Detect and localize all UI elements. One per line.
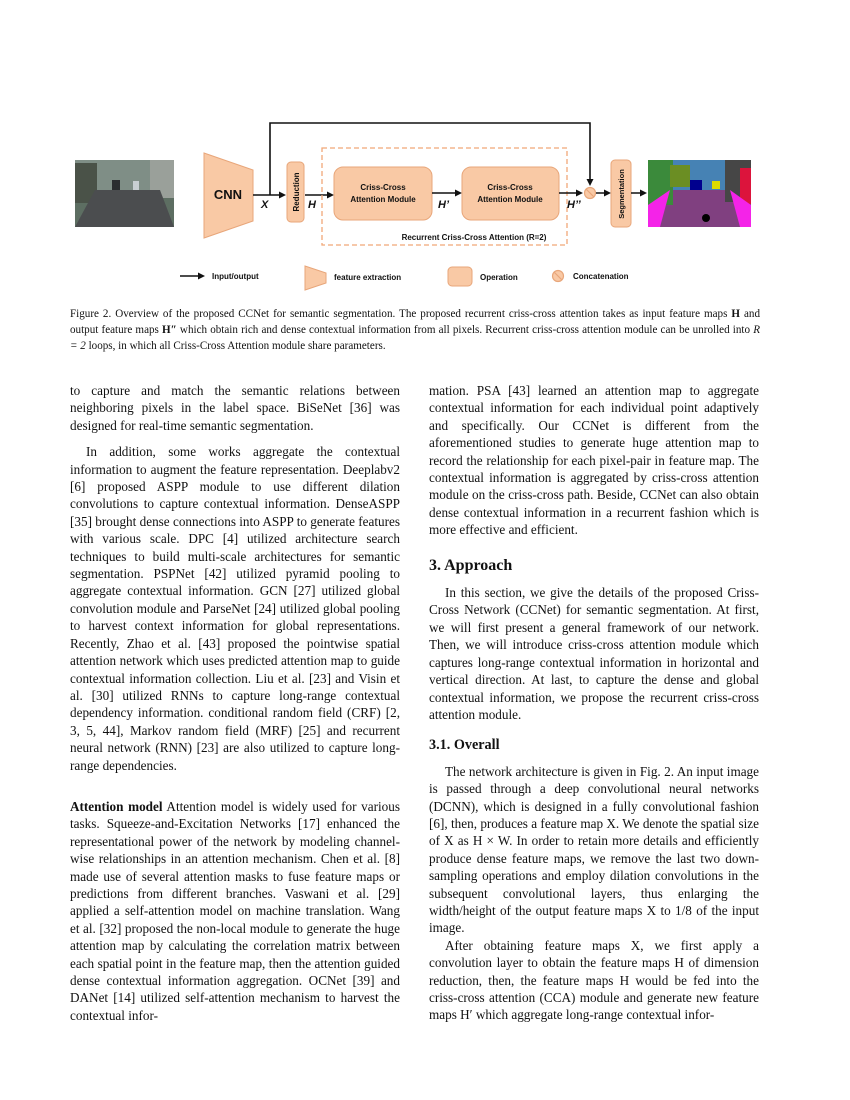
legend <box>180 266 629 290</box>
left-paragraph-2: In addition, some works aggregate the contextual information to augment the feature representation. Deeplabv2 [6] proposed ASPP module to use different dilation convolutions to capture contextual information. DenseASPP [35] brought dense connections into ASPP to generate features with various scale. DPC [4] utilized architecture search techniques to build multi-scale architectures for semantic segmentation. PSPNet [42] utilized pyramid pooling to aggregate contextual information. GCN [27] utilized global convolution module and ParseNet [24] utilized global pooling to harvest context information for global representations. Recently, Zhao et al. [43] proposed the pointwise spatial attention network which uses predicted attention map to guide contextual information collection. Liu et al. [23] and Visin et al. [30] utilized RNNs to capture long-range contextual dependency information. conditional random field (CRF) [2, 3, 5, 44], Markov random field (MRF) [25] and recurrent neural network (RNN) [23] are also utilized to capture long-range dependencies. <box>70 444 400 773</box>
figure-caption <box>70 306 760 354</box>
right-paragraph-3: The network architecture is given in Fig. 2. An input image is passed through a deep convolutional neural networks (DCNN), which is designed in a fully convolutional fashion [6], then, produces a feature map X. We denote the spatial size of X as H × W. In order to retain more details and efficiently produce dense feature maps, we remove the last two down-sampling operations and employ dilation convolutions in the subsequent convolutional layers, thus enlarging the width/height of the output feature maps X to 1/8 of the input image. <box>429 763 759 936</box>
legend-io: Input/output <box>212 272 259 281</box>
cnn-label: CNN <box>213 187 243 202</box>
attention-model-heading: Attention model <box>70 798 163 814</box>
caption-h: H <box>731 308 741 320</box>
recurrent-label: Recurrent Criss-Cross Attention (R=2) <box>401 233 547 242</box>
x-label: X <box>261 199 269 211</box>
concatenation-icon <box>585 188 596 199</box>
cca-module-2 <box>462 167 559 220</box>
legend-operation: Operation <box>480 273 518 282</box>
legend-feature: feature extraction <box>334 273 402 282</box>
caption-text-2: and output feature maps <box>70 308 760 336</box>
cca1-line1: Criss-Cross <box>360 183 406 192</box>
section-title-approach: 3. Approach <box>429 556 513 574</box>
h-prime-label: H’ <box>438 199 449 211</box>
cca2-line2: Attention Module <box>477 195 543 204</box>
attention-model-text: Attention model is widely used for various tasks. Squeeze-and-Excitation Networks [17] enhanced the representational power of the network by modeling channel-wise relationships in an attention mechanism. Chen et al. [8] made use of several attention masks to fuse feature maps or predictions from different branches. Vaswani et al. [29] applied a self-attention model on machine translation. Wang et al. [32] proposed the non-local module to generate the huge attention map by calculating the correlation matrix between each spatial point in the feature map, then the attention guided dense contextual information aggregation. OCNet [39] and DANet [14] utilized self-attention mechanism to harvest the contextual infor- <box>70 798 400 1023</box>
caption-text-4: loops, in which all Criss-Cross Attention module share parameters. <box>85 340 386 352</box>
caption-text-3: which obtain rich and dense contextual information from all pixels. Recurrent criss-cross attention module can be unrolled into <box>176 324 754 336</box>
cca1-line2: Attention Module <box>350 195 416 204</box>
caption-text-1: Figure 2. Overview of the proposed CCNet for semantic segmentation. The proposed recurrent criss-cross attention takes as input feature maps <box>70 308 732 320</box>
segmentation-label: Segmentation <box>617 169 626 219</box>
subsection-title-overall: 3.1. Overall <box>429 737 500 754</box>
figure-2-diagram <box>0 0 850 300</box>
left-paragraph-1: to capture and match the semantic relations between neighboring pixels in the label space. BiSeNet [36] was designed for real-time semantic segmentation. <box>70 383 400 433</box>
right-paragraph-1: mation. PSA [43] learned an attention map to aggregate contextual information for each individual point adaptively and specifically. Our CCNet is different from the aforementioned studies to generate huge attention map to record the relationship for each pixel-pair in feature map. The contextual information is aggregated by criss-cross attention module on the criss-cross path. Beside, CCNet can also obtain dense contextual information in a recurrent fashion which is more effective and efficient. <box>429 383 759 538</box>
h-double-prime-label: H’’ <box>567 199 581 211</box>
right-paragraph-4: After obtaining feature maps X, we first apply a convolution layer to obtain the feature maps H of dimension reduction, then, the feature maps H would be fed into the criss-cross attention (CCA) module and generate new feature maps H′ which aggregate long-range contextual infor- <box>429 937 759 1023</box>
h-label: H <box>308 199 316 211</box>
right-paragraph-2: In this section, we give the details of the proposed Criss-Cross Network (CCNet) for semantic segmentation. At first, we will first present a general framework of our network. Then, we will introduce criss-cross attention module which captures long-range contextual information in horizontal and vertical direction. At last, to capture the dense and global contextual information, we propose the recurrent criss-cross attention module. <box>429 585 759 722</box>
reduction-label: Reduction <box>292 172 301 212</box>
output-segmentation-map <box>648 160 751 227</box>
right-column <box>429 382 759 1024</box>
input-image <box>75 160 174 227</box>
left-column <box>70 382 400 1024</box>
caption-r: R = 2 <box>70 324 760 352</box>
left-paragraph-3 <box>70 798 400 1024</box>
caption-hpp: H″ <box>162 324 177 336</box>
cca2-line1: Criss-Cross <box>487 183 533 192</box>
legend-concat: Concatenation <box>573 272 629 281</box>
cca-module-1 <box>334 167 432 220</box>
